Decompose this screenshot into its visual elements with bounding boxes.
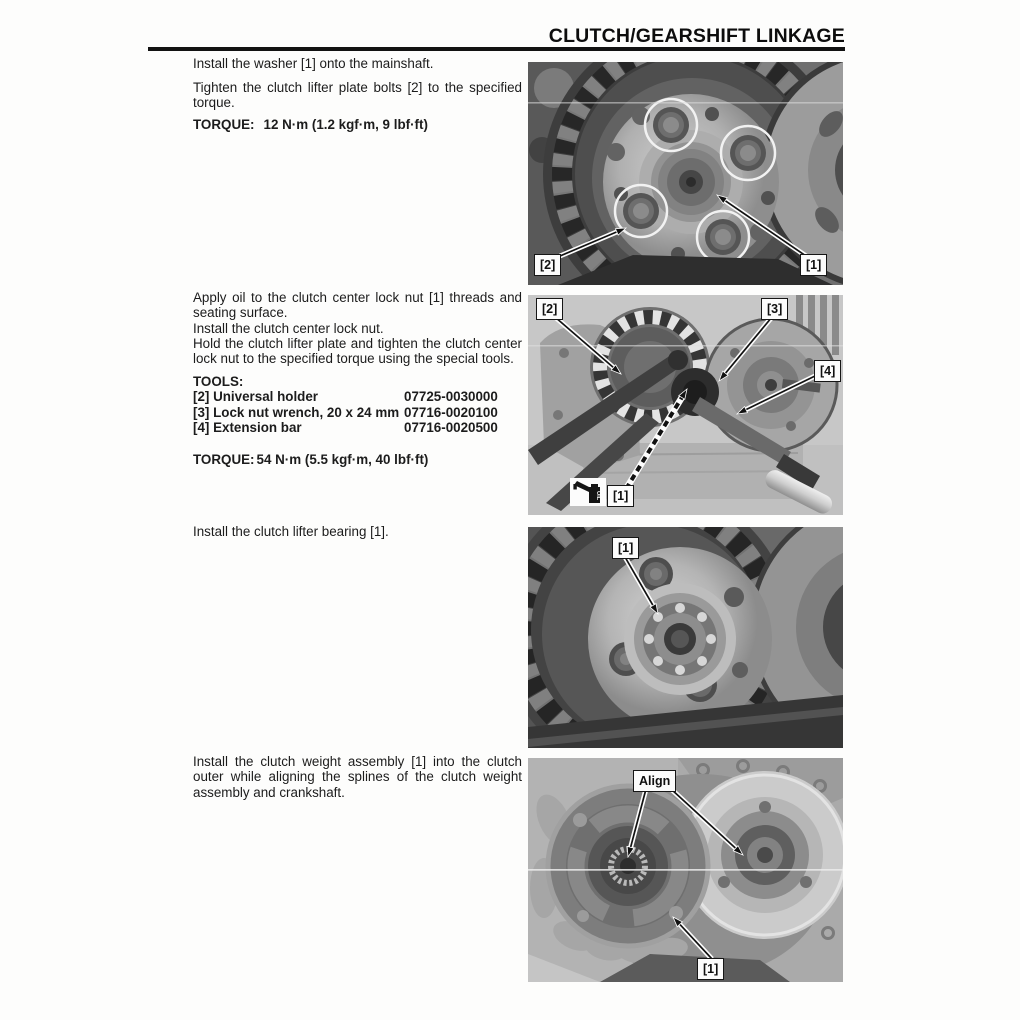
tool-number: 07716-0020500	[404, 419, 498, 435]
clutch-weight-assembly-image	[528, 758, 843, 982]
header-rule	[148, 47, 845, 51]
tool-name: [4] Extension bar	[193, 419, 302, 435]
lifter-bearing	[624, 583, 736, 695]
callout-label-bolts: [2]	[534, 254, 561, 276]
tool-row-lock-nut-wrench	[193, 405, 522, 420]
photo-clutch-weight-assembly	[528, 758, 843, 982]
photo-clutch-lifter-plate	[528, 62, 843, 285]
tool-number: 07725-0030000	[404, 389, 498, 405]
callout-label-washer: [1]	[800, 254, 827, 276]
photo-clutch-lifter-bearing	[528, 527, 843, 748]
instruction-install-washer: Install the washer [1] onto the mainshaft.	[193, 56, 434, 71]
torque-label: TORQUE:	[193, 117, 255, 132]
torque-value: 12 N·m (1.2 kgf·m, 9 lbf·ft)	[263, 117, 428, 132]
tool-row-universal-holder	[193, 389, 522, 404]
instruction-apply-oil: Apply oil to the clutch center lock nut [1] threads and seating surface.	[193, 290, 522, 321]
callout-label-weight-assembly: [1]	[697, 958, 724, 980]
tools-heading: TOOLS:	[193, 374, 244, 389]
clutch-lifter-bearing-image	[528, 527, 843, 748]
callout-label-universal-holder: [2]	[536, 298, 563, 320]
tool-name: [3] Lock nut wrench, 20 x 24 mm	[193, 404, 400, 420]
oil-can-icon	[570, 478, 606, 506]
instruction-install-weight-assembly: Install the clutch weight assembly [1] into the clutch outer while aligning the splines of the clutch weight assembly and crankshaft.	[193, 754, 522, 800]
tool-name: [2] Universal holder	[193, 389, 319, 405]
torque-spec-1	[193, 117, 522, 132]
tool-number: 07716-0020100	[404, 404, 498, 420]
tools-list	[193, 374, 522, 435]
torque-value: 54 N·m (5.5 kgf·m, 40 lbf·ft)	[256, 452, 429, 467]
torque-spec-2	[193, 452, 522, 467]
instruction-install-bearing: Install the clutch lifter bearing [1].	[193, 524, 389, 539]
callout-label-extension-bar: [4]	[814, 360, 841, 382]
instruction-hold-lifter-plate: Hold the clutch lifter plate and tighten the clutch center lock nut to the specified torque using the special tools.	[193, 335, 522, 367]
clutch-weight-assembly	[548, 786, 708, 946]
clutch-lifter-plate-image	[528, 62, 843, 285]
align-label: Align	[633, 770, 676, 792]
callout-label-oil-point: [1]	[607, 485, 634, 507]
instruction-install-lock-nut: Install the clutch center lock nut.	[193, 320, 384, 336]
page-title: CLUTCH/GEARSHIFT LINKAGE	[548, 25, 845, 47]
tool-row-extension-bar	[193, 420, 522, 435]
photo-lock-nut-tools	[528, 295, 843, 515]
torque-label: TORQUE:	[193, 452, 255, 467]
instruction-lock-nut-block	[193, 290, 522, 366]
instruction-tighten-bolts: Tighten the clutch lifter plate bolts [2] to the specified torque.	[193, 80, 522, 111]
oil-icon-text: OIL	[595, 491, 601, 501]
callout-label-lock-nut-wrench: [3]	[761, 298, 788, 320]
callout-label-bearing: [1]	[612, 537, 639, 559]
